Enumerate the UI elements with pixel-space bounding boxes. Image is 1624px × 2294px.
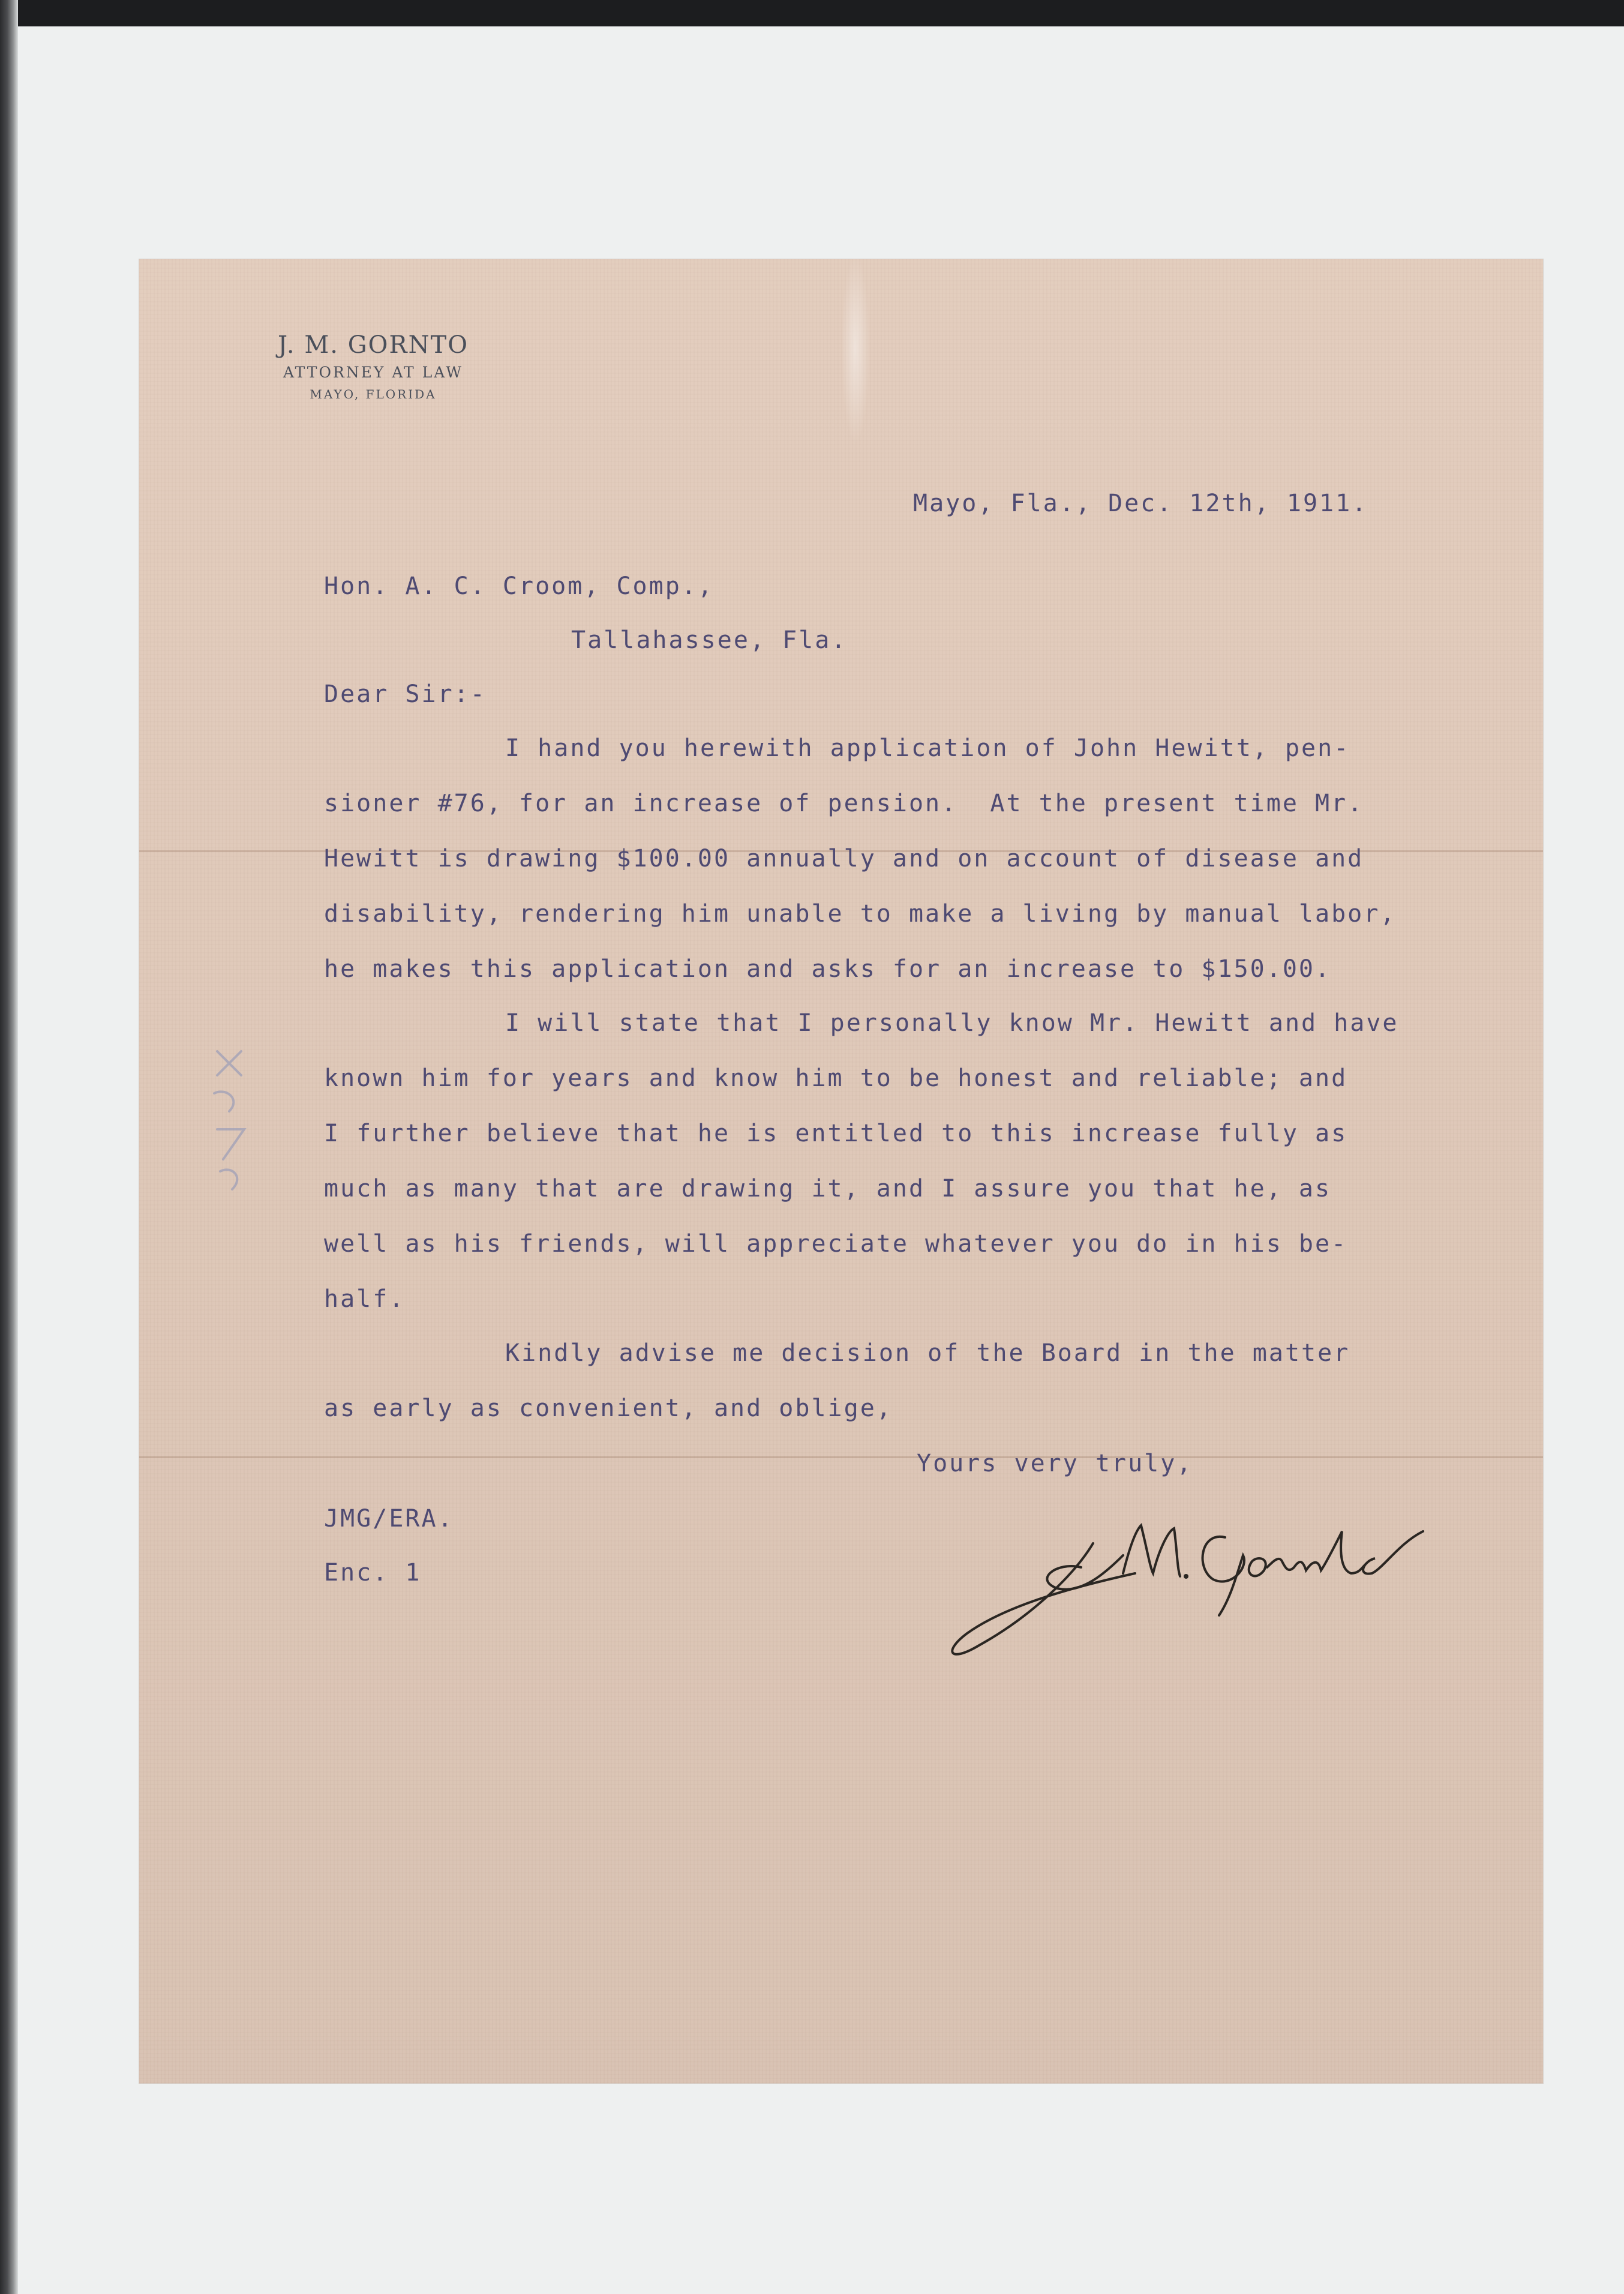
paper-tear <box>841 252 870 444</box>
dateline: Mayo, Fla., Dec. 12th, 1911. <box>913 490 1368 517</box>
recipient-line-2: Tallahassee, Fla. <box>571 626 848 654</box>
typist-initials: JMG/ERA. <box>324 1505 454 1533</box>
body-line: half. <box>324 1285 406 1313</box>
enclosure-note: Enc. 1 <box>324 1559 422 1587</box>
signature-icon <box>943 1471 1435 1663</box>
letterhead-title: ATTORNEY AT LAW <box>283 364 464 381</box>
body-line: as early as convenient, and oblige, <box>324 1395 893 1422</box>
body-line: he makes this application and asks for an increase to $150.00. <box>324 955 1332 983</box>
body-line: disability, rendering him unable to make a living by manual labor, <box>324 900 1397 928</box>
body-line: well as his friends, will appreciate whatever you do in his be- <box>324 1230 1348 1258</box>
body-line: I will state that I personally know Mr. Hewitt and have <box>505 1009 1399 1037</box>
letterhead <box>235 331 511 401</box>
scanner-left-edge <box>0 0 18 2294</box>
recipient-line-1: Hon. A. C. Croom, Comp., <box>324 572 714 600</box>
body-line: I further believe that he is entitled to this increase fully as <box>324 1120 1348 1147</box>
letterhead-name: J. M. GORNTO <box>277 331 469 359</box>
body-line: Kindly advise me decision of the Board in the matter <box>505 1339 1350 1367</box>
fold-line <box>139 1456 1543 1458</box>
letter-sheet <box>139 259 1543 2083</box>
pencil-notation-icon <box>199 1039 259 1195</box>
salutation: Dear Sir:- <box>324 680 487 708</box>
body-line: much as many that are drawing it, and I assure you that he, as <box>324 1175 1332 1203</box>
body-line: sioner #76, for an increase of pension. At the present time Mr. <box>324 790 1364 817</box>
body-line: I hand you herewith application of John Hewitt, pen- <box>505 734 1350 762</box>
body-line: known him for years and know him to be honest and reliable; and <box>324 1064 1348 1092</box>
body-line: Hewitt is drawing $100.00 annually and on account of disease and <box>324 845 1364 872</box>
closing: Yours very truly, <box>917 1450 1193 1477</box>
letterhead-place: MAYO, FLORIDA <box>310 387 437 401</box>
scanner-top-edge <box>0 0 1624 26</box>
